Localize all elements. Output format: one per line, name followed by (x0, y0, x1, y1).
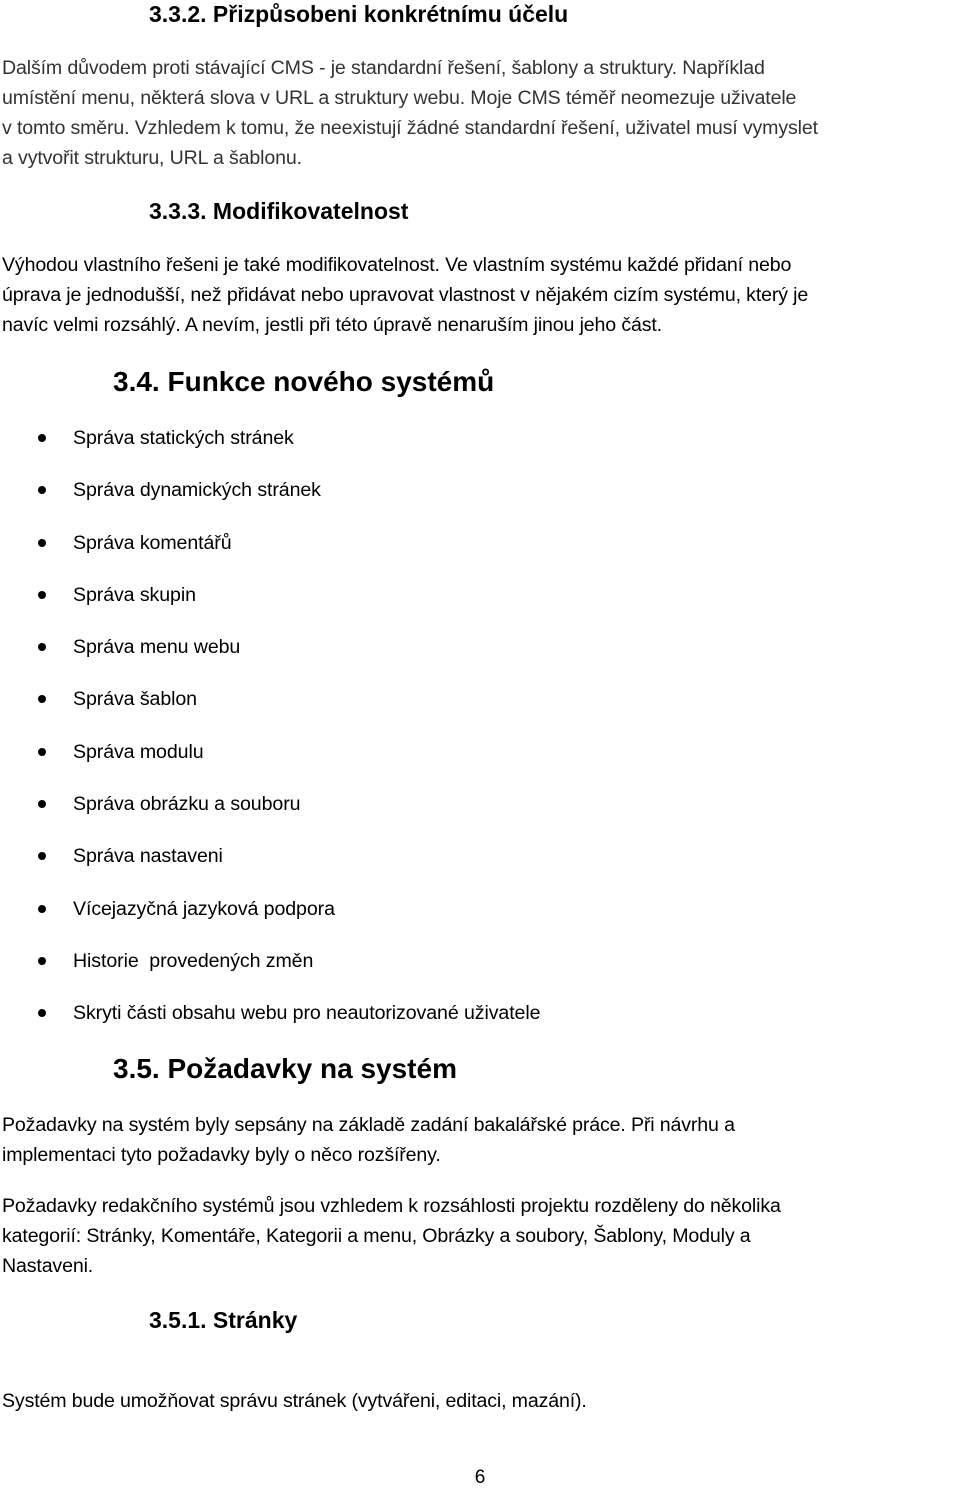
bullet-icon (38, 957, 46, 965)
section-heading-3-5-1: 3.5.1. Stránky (149, 1307, 298, 1333)
list-item (0, 997, 960, 1049)
section-heading-3-3-2: 3.3.2. Přizpůsobeni konkrétnímu účelu (149, 1, 569, 27)
paragraph-line: Výhodou vlastního řešeni je také modifikovatelnost. Ve vlastním systému každé přidaní nebo (2, 254, 792, 276)
list-item (0, 579, 960, 631)
list-item-label: Správa statických stránek (73, 427, 294, 449)
paragraph-line: Požadavky na systém byly sepsány na základě zadání bakalářské práce. Při návrhu a (2, 1114, 735, 1136)
section-heading-3-3-3: 3.3.3. Modifikovatelnost (149, 198, 409, 224)
paragraph-3-3-3 (2, 250, 958, 340)
list-item (0, 945, 960, 997)
paragraph-line: umístění menu, některá slova v URL a struktury webu. Moje CMS téměř neomezuje uživatele (2, 87, 797, 109)
bullet-icon (38, 748, 46, 756)
bullet-icon (38, 539, 46, 547)
list-item (0, 631, 960, 683)
bullet-icon (38, 591, 46, 599)
bullet-icon (38, 643, 46, 651)
list-item-label: Správa menu webu (73, 636, 241, 659)
list-item-label: Správa nastaveni (73, 845, 223, 868)
bullet-icon (38, 695, 46, 703)
paragraph-line: Systém bude umožňovat správu stránek (vytvářeni, editaci, mazání). (2, 1390, 587, 1412)
section-heading-3-4: 3.4. Funkce nového systémů (113, 366, 495, 397)
paragraph-line: navíc velmi rozsáhlý. A nevím, jestli při této úpravě nenaruším jinou jeho část. (2, 314, 662, 336)
paragraph-line: implementaci tyto požadavky byly o něco rozšířeny. (2, 1144, 441, 1166)
paragraph-line: Dalším důvodem proti stávající CMS - je standardní řešení, šablony a struktury. Například (2, 57, 765, 79)
list-item-label: Správa skupin (73, 583, 196, 606)
bullet-icon (38, 486, 46, 494)
paragraph-3-5-categories (2, 1191, 958, 1281)
paragraph-3-5-1 (2, 1386, 958, 1416)
paragraph-3-5-intro (2, 1110, 958, 1170)
list-item (0, 788, 960, 840)
list-item (0, 893, 960, 945)
bullet-icon (38, 852, 46, 860)
list-item-label: Historie provedených změn (73, 949, 314, 972)
page-number: 6 (474, 1467, 486, 1488)
list-item-label: Správa modulu (73, 740, 204, 763)
list-item (0, 527, 960, 579)
list-item-label: Správa dynamických stránek (73, 479, 321, 502)
bullet-icon (38, 434, 46, 442)
paragraph-line: a vytvořit strukturu, URL a šablonu. (2, 147, 302, 169)
paragraph-line: kategorií: Stránky, Komentáře, Kategorii a menu, Obrázky a soubory, Šablony, Moduly a (2, 1225, 751, 1247)
list-item-label: Skryti části obsahu webu pro neautorizované uživatele (73, 1002, 541, 1025)
list-item (0, 736, 960, 788)
paragraph-line: úprava je jednodušší, než přidávat nebo upravovat vlastnost v nějakém cizím systému, který je (2, 284, 809, 306)
paragraph-3-3-2 (2, 53, 958, 173)
list-item (0, 683, 960, 735)
list-item (0, 474, 960, 526)
list-item (0, 840, 960, 892)
bullet-icon (38, 905, 46, 913)
paragraph-line: v tomto směru. Vzhledem k tomu, že neexistují žádné standardní řešení, uživatel musí vymyslet (2, 117, 818, 139)
paragraph-line: Nastaveni. (2, 1255, 94, 1277)
section-heading-3-5: 3.5. Požadavky na systém (113, 1053, 457, 1084)
list-item-label: Správa obrázku a souboru (73, 793, 301, 816)
list-item-label: Správa komentářů (73, 531, 232, 554)
bullet-icon (38, 800, 46, 808)
list-item-label: Vícejazyčná jazyková podpora (73, 897, 335, 920)
paragraph-line: Požadavky redakčního systémů jsou vzhledem k rozsáhlosti projektu rozděleny do několika (2, 1195, 781, 1217)
bullet-icon (38, 1009, 46, 1017)
list-item (0, 422, 960, 474)
list-item-label: Správa šablon (73, 688, 197, 711)
feature-list (0, 422, 960, 1050)
